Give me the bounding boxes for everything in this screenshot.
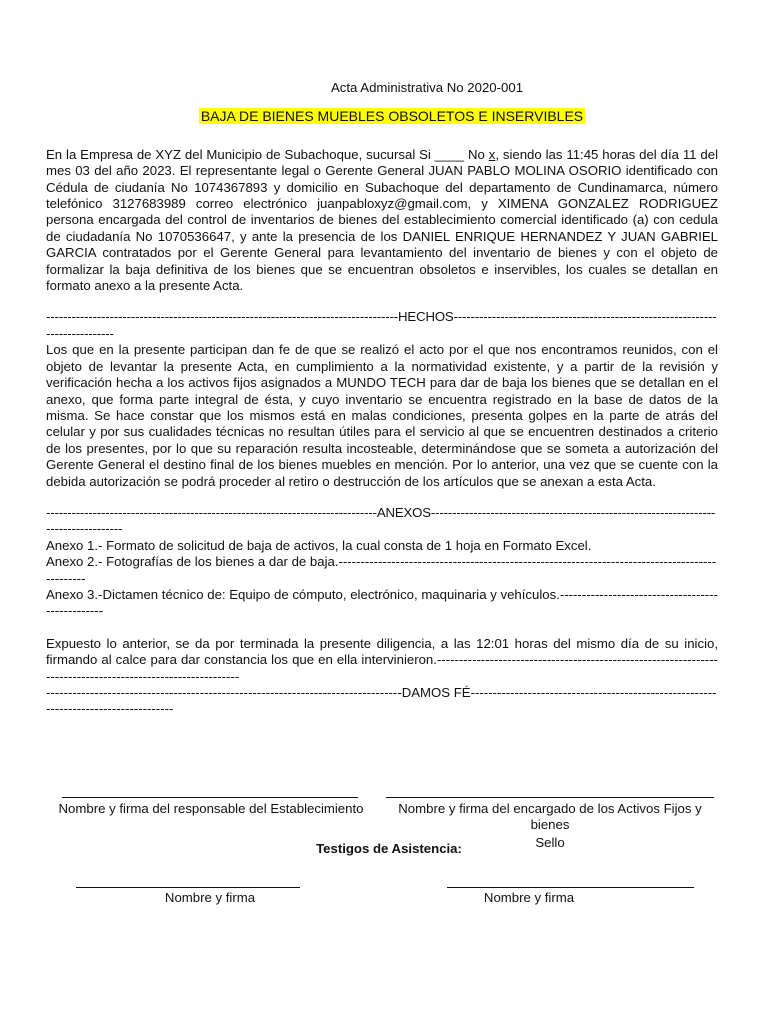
witness-label-left: Nombre y firma bbox=[164, 890, 256, 905]
document-number: Acta Administrativa No 2020-001 bbox=[330, 80, 524, 95]
witnesses-title: Testigos de Asistencia: bbox=[316, 841, 462, 856]
seal-label: Sello bbox=[535, 835, 565, 850]
closing-text: Expuesto lo anterior, se da por terminada la presente diligencia, a las 12:01 horas del mismo día de su inicio, firmando al calce para dar constancia los que en ella intervinieron. bbox=[46, 635, 718, 668]
closing-dashes: ------------------------------------------------------------------------------------------------------------ bbox=[46, 652, 718, 684]
document-title: BAJA DE BIENES MUEBLES OBSOLETOS E INSERVIBLES bbox=[200, 108, 584, 125]
intro-text-2: , siendo las 11:45 horas del día 11 del mes 03 del año 2023. El representante legal o Gerente General JUAN PABLO MOLINA OSORIO identificado con Cédula de ciudanía No 1074367893 y domicilio en Subachoque del departamento de Cundinamarca, número telefónico 3127683989 correo electrónico juanpabloxyz@gmail.com, y XIMENA GONZALEZ RODRIGUEZ persona encargada del control de inventarios de bienes del establecimiento comercial identificado (a) con cedula de ciudadanía No 1070536647, y ante la presencia de los DANIEL ENRIQUE HERNANDEZ Y JUAN GABRIEL GARCIA contratados por el Gerente General para levantamiento del inventario de bienes y con el objeto de formalizar la baja definitiva de los bienes que se encuentran obsoletos e inservibles, los cuales se detallan en formato anexo a la presente Acta. bbox=[46, 146, 719, 294]
hechos-separator: -----------------------------------------------------------------------------------HECHOS------------------------------------------------------------------------------ bbox=[46, 309, 717, 341]
annex-item-2: Anexo 2.- Fotografías de los bienes a dar de baja.----------------------------------------------------------------------------------------------- bbox=[46, 554, 717, 586]
annex-item-3: Anexo 3.-Dictamen técnico de: Equipo de cómputo, electrónico, maquinaria y vehículos.------------------------------------------------- bbox=[46, 586, 718, 619]
annex-item-1: Anexo 1.- Formato de solicitud de baja de activos, la cual consta de 1 hoja en Formato Excel. bbox=[46, 537, 592, 553]
closing-paragraph bbox=[46, 636, 718, 685]
signature-label-left: Nombre y firma del responsable del Establecimiento bbox=[58, 801, 364, 816]
witness-line-right bbox=[447, 887, 694, 888]
signature-label-right: Nombre y firma del encargado de los Activos Fijos y bienes bbox=[398, 801, 702, 833]
document-title-wrap bbox=[66, 108, 718, 125]
witness-label-right: Nombre y firma bbox=[483, 890, 575, 905]
signature-line-left bbox=[62, 797, 358, 798]
signature-line-right bbox=[386, 797, 714, 798]
anexos-separator: ------------------------------------------------------------------------------ANEXOS------------------------------------------------------------------------------------- bbox=[46, 504, 716, 537]
damos-fe-separator: ---------------------------------------------------------------------------------DAMOS FÉ------------------------------------------------------------------------------------- bbox=[46, 685, 717, 717]
intro-mark: x bbox=[488, 146, 496, 162]
hechos-paragraph: Los que en la presente participan dan fe de que se realizó el acto por el que nos encontramos reunidos, con el objeto de levantar la presente Acta, en cumplimiento a la normatividad existente, y a partir de la revisión y verificación hecha a los activos fijos asignados a MUNDO TECH para dar de baja los bienes que se detallan en el anexo, que forma parte integral de ésta, y cuyo inventario se encuentra registrado en la base de datos de la misma. Se hace constar que los mismos está en malas condiciones, presenta golpes en la parte de atrás del celular y por sus cualidades técnicas no resultan útiles para el servicio al que se encuentren destinados a criterio de los presentes, por lo que su reparación resulta incosteable, determinándose que se someta a autorización del Gerente General el destino final de los bienes muebles en mención. Por lo anterior, una vez que se cuente con la debida autorización se podrá proceder al retiro o destrucción de los artículos que se anexan a esta Acta. bbox=[46, 342, 718, 489]
intro-paragraph bbox=[46, 147, 718, 295]
document-body bbox=[46, 80, 718, 718]
witness-line-left bbox=[76, 887, 300, 888]
intro-text-1: En la Empresa de XYZ del Municipio de Subachoque, sucursal Si ____ No bbox=[46, 146, 489, 162]
